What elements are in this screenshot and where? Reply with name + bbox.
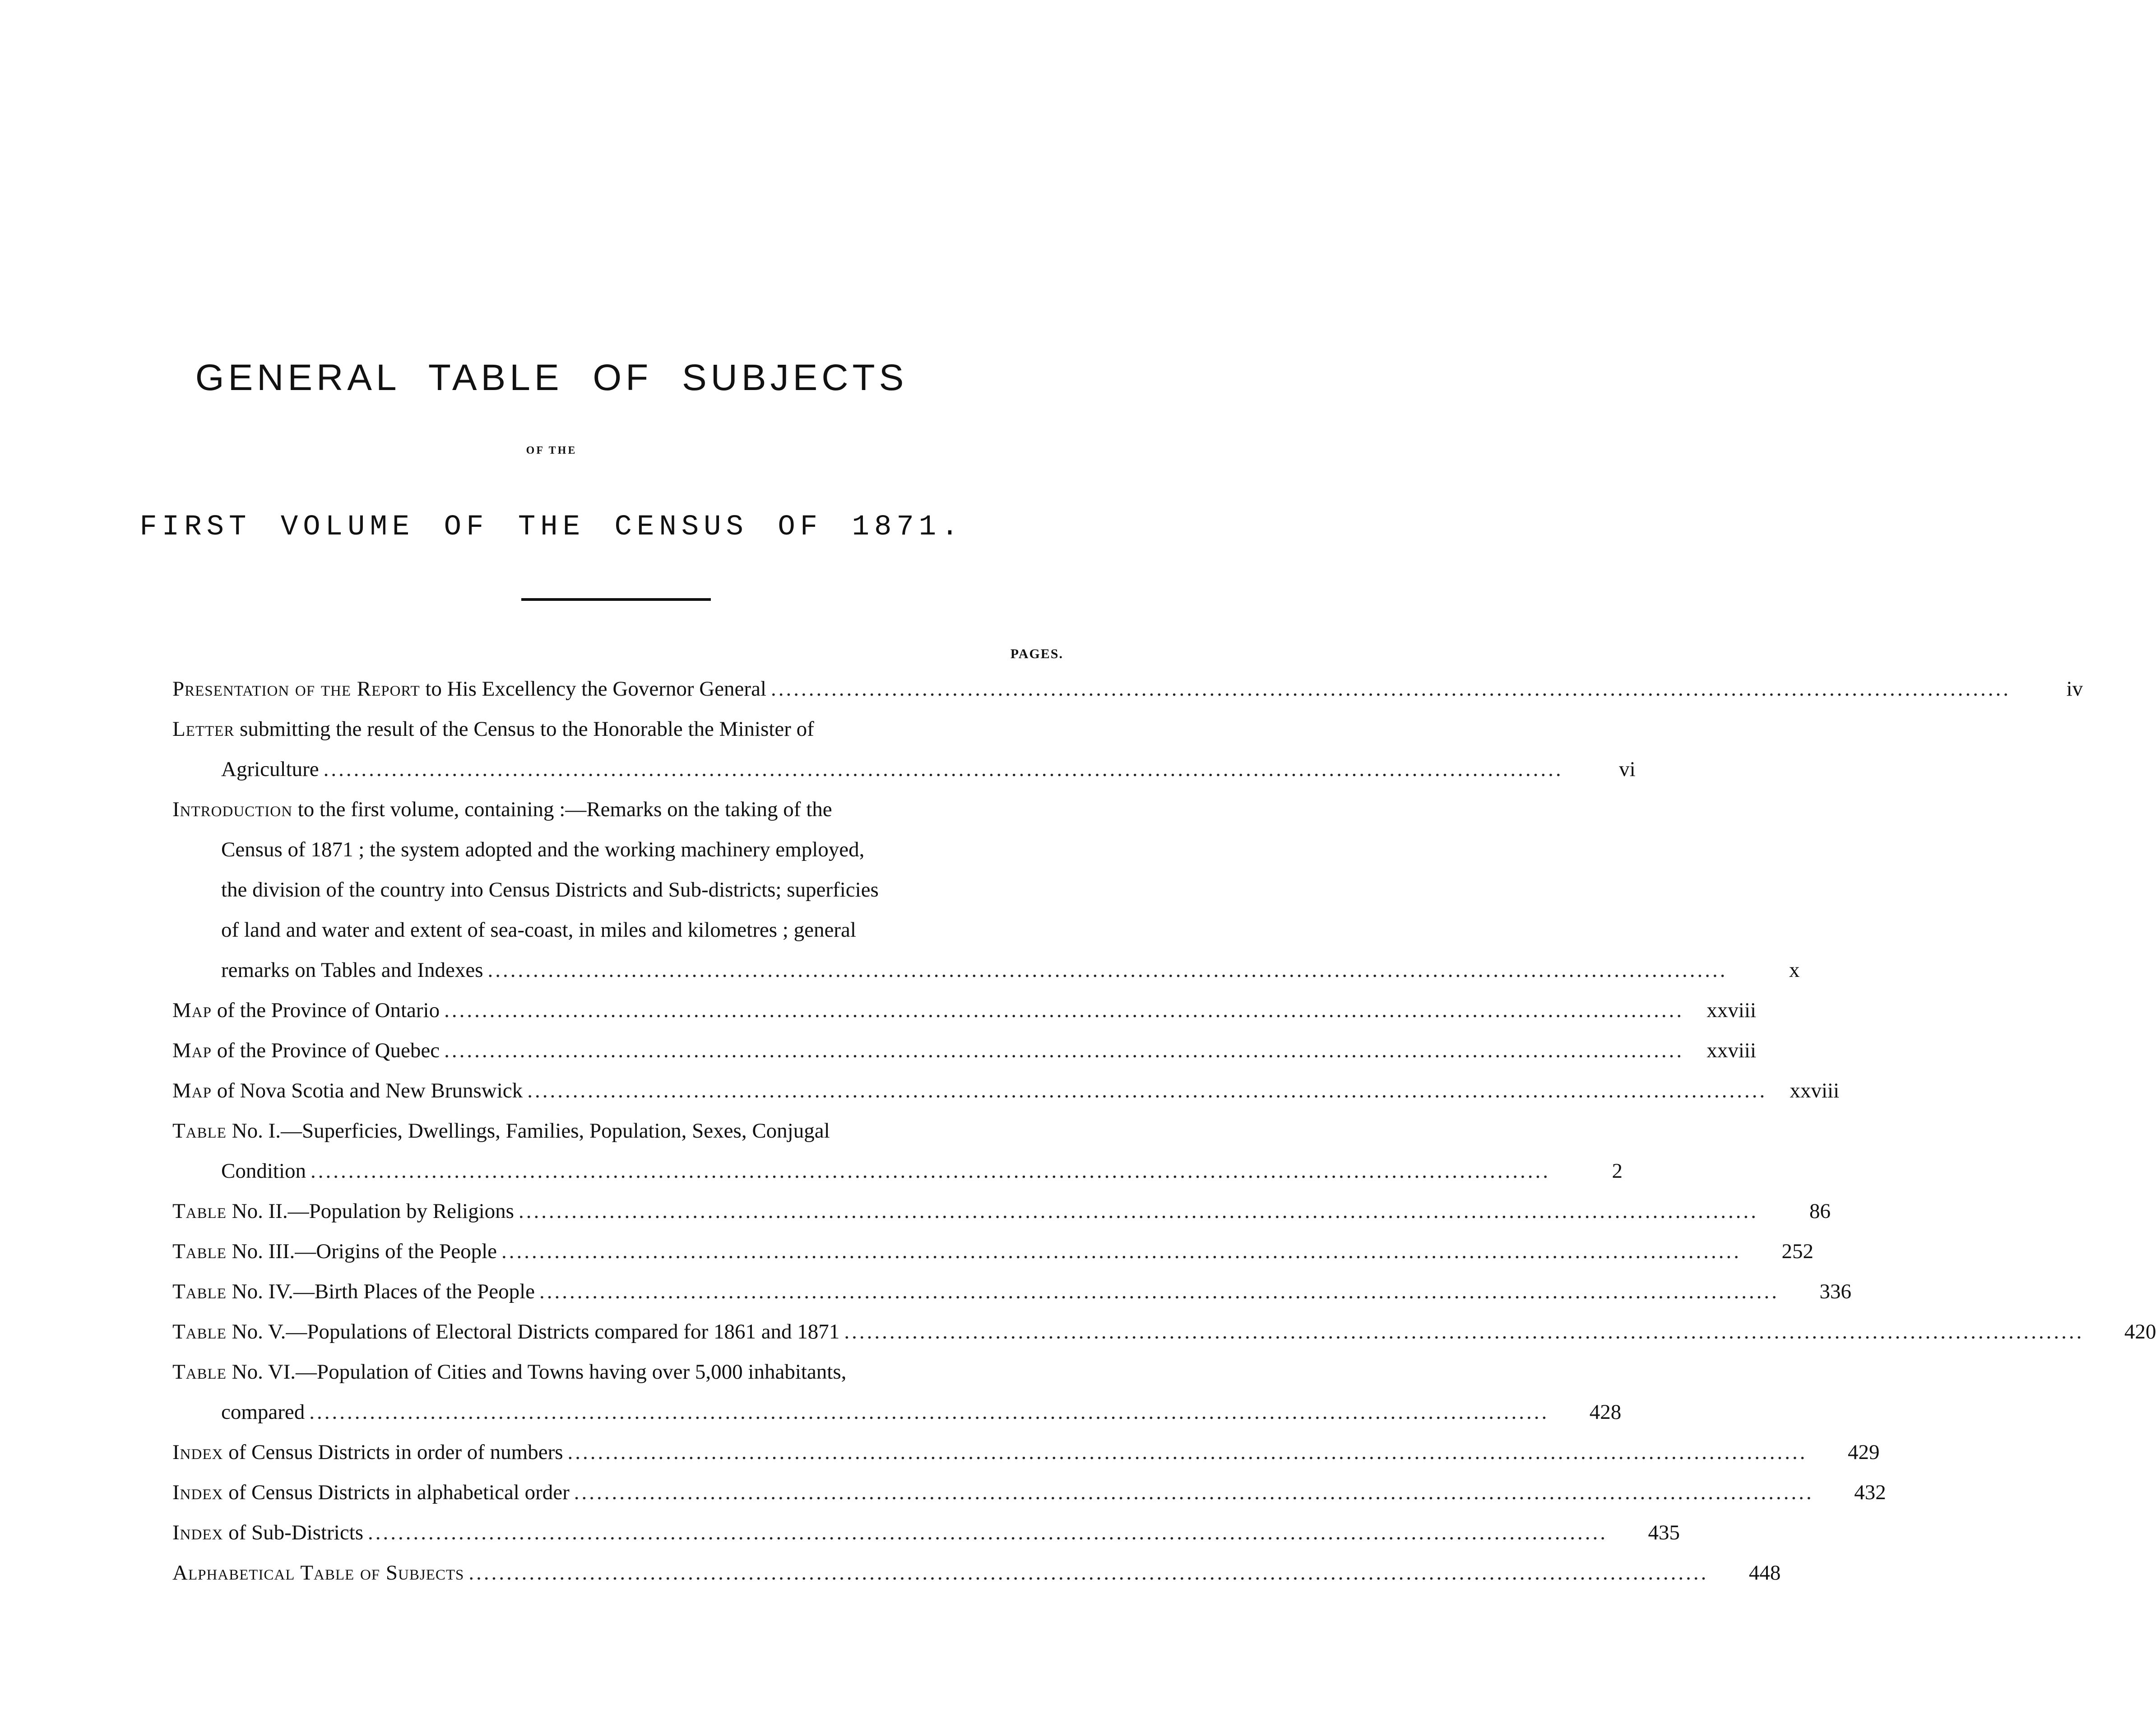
toc-page-number: 336 xyxy=(1819,1280,1852,1303)
toc-entry-line xyxy=(172,790,1063,830)
toc-entry-description: No. VI.—Population of Cities and Towns having over 5,000 inhabitants, xyxy=(226,1360,847,1384)
toc-page-number: 432 xyxy=(1854,1481,1886,1504)
toc-entry-text xyxy=(172,1432,563,1473)
toc-entry-text: of land and water and extent of sea-coast, in miles and kilometres ; general xyxy=(221,918,856,942)
toc-entry-description: of Census Districts in alphabetical order xyxy=(223,1481,570,1504)
table-of-contents xyxy=(172,669,2156,1593)
toc-page-number: 2 xyxy=(1612,1159,1623,1183)
dot-leader: .................................................................................................................................................................... xyxy=(487,958,1728,982)
toc-entry xyxy=(172,790,1800,990)
toc-entry-lead: Alphabetical Table of Subjects xyxy=(172,1561,464,1585)
toc-entry xyxy=(172,1473,1886,1513)
dot-leader: .................................................................................................................................................................... xyxy=(368,1521,1608,1544)
toc-entry-line xyxy=(172,1031,1757,1071)
toc-entry-text: Census of 1871 ; the system adopted and the working machinery employed, xyxy=(221,838,865,861)
toc-entry-description: No. I.—Superficies, Dwellings, Families, Population, Sexes, Conjugal xyxy=(226,1119,830,1143)
toc-entry-text xyxy=(172,1191,514,1231)
dot-leader: .................................................................................................................................................................... xyxy=(323,757,1563,781)
toc-entry-lead: Table xyxy=(172,1240,227,1263)
toc-entry-continuation xyxy=(172,870,1063,910)
toc-entry-description: No. II.—Population by Religions xyxy=(226,1199,514,1223)
toc-entry-continuation xyxy=(172,1151,1623,1191)
toc-entry-text xyxy=(172,1513,363,1553)
toc-entry-description: to the first volume, containing :—Remarks on the taking of the xyxy=(292,798,832,821)
toc-entry-line xyxy=(172,1272,1852,1312)
of-the-label: OF THE xyxy=(526,445,577,456)
dot-leader: .................................................................................................................................................................... xyxy=(518,1199,1758,1223)
toc-entry-text xyxy=(172,1071,523,1111)
dot-leader: .................................................................................................................................................................... xyxy=(444,999,1684,1022)
dot-leader: .................................................................................................................................................................... xyxy=(844,1320,2084,1343)
toc-entry xyxy=(172,1513,1680,1553)
toc-page-number: 448 xyxy=(1748,1561,1781,1585)
dot-leader: .................................................................................................................................................................... xyxy=(309,1400,1549,1424)
toc-entry-line xyxy=(172,1432,1880,1473)
toc-entry-continuation xyxy=(172,749,1636,790)
toc-entry-text xyxy=(172,669,766,709)
toc-entry-text xyxy=(172,1111,830,1151)
toc-entry xyxy=(172,1272,1852,1312)
toc-entry xyxy=(172,1231,1814,1272)
toc-entry-description: No. V.—Populations of Electoral Districts compared for 1861 and 1871 xyxy=(226,1320,840,1343)
pages-column-label: PAGES. xyxy=(1010,646,1063,661)
toc-entry-line xyxy=(172,669,2083,709)
toc-entry-text xyxy=(172,1272,535,1312)
toc-entry-continuation xyxy=(172,910,1063,950)
toc-entry-lead: Map xyxy=(172,999,212,1022)
dot-leader: .................................................................................................................................................................... xyxy=(468,1561,1709,1585)
toc-entry-lead: Map xyxy=(172,1079,212,1102)
toc-entry-text xyxy=(172,709,814,749)
toc-entry xyxy=(172,990,1757,1031)
toc-page-number: 428 xyxy=(1589,1400,1622,1424)
toc-entry-lead: Table xyxy=(172,1320,227,1343)
toc-entry xyxy=(172,1191,1831,1231)
toc-entry-text xyxy=(172,1473,570,1513)
toc-page-number: vi xyxy=(1619,757,1636,781)
dot-leader: .................................................................................................................................................................... xyxy=(574,1481,1814,1504)
toc-entry-text xyxy=(172,790,832,830)
toc-entry xyxy=(172,1553,1781,1593)
toc-entry-description: No. IV.—Birth Places of the People xyxy=(226,1280,535,1303)
toc-entry xyxy=(172,1432,1880,1473)
toc-entry-lead: Map xyxy=(172,1039,212,1062)
toc-entry-text: the division of the country into Census Districts and Sub-districts; superficies xyxy=(221,878,879,901)
toc-entry-description: No. III.—Origins of the People xyxy=(226,1240,497,1263)
toc-entry-text xyxy=(172,990,440,1031)
toc-entry-description: of Nova Scotia and New Brunswick xyxy=(211,1079,523,1102)
toc-entry-line xyxy=(172,1312,2156,1352)
toc-entry-text xyxy=(172,1553,464,1593)
toc-entry-text xyxy=(172,1031,440,1071)
toc-page-number: 420 xyxy=(2124,1320,2156,1343)
toc-entry-text: remarks on Tables and Indexes xyxy=(221,958,483,982)
toc-entry-lead: Table xyxy=(172,1360,227,1384)
toc-page-number: 252 xyxy=(1781,1240,1814,1263)
volume-subtitle: FIRST VOLUME OF THE CENSUS OF 1871. xyxy=(139,511,964,544)
toc-entry-text: Agriculture xyxy=(221,757,319,781)
toc-page-number: 86 xyxy=(1809,1199,1831,1223)
toc-entry-line xyxy=(172,1071,1840,1111)
toc-entry-line xyxy=(172,990,1757,1031)
toc-entry-lead: Letter xyxy=(172,717,235,741)
toc-entry-text xyxy=(172,1352,846,1392)
toc-entry-line xyxy=(172,1111,1063,1151)
toc-entry xyxy=(172,1031,1757,1071)
toc-entry-text xyxy=(172,1231,497,1272)
toc-entry-lead: Table xyxy=(172,1119,227,1143)
toc-entry-continuation xyxy=(172,1392,1622,1432)
toc-entry-lead: Introduction xyxy=(172,798,292,821)
toc-entry xyxy=(172,1071,1840,1111)
toc-entry xyxy=(172,1312,2156,1352)
title-rule xyxy=(521,598,711,601)
toc-entry-text: compared xyxy=(221,1400,305,1424)
toc-entry-line xyxy=(172,709,1063,749)
toc-page-number: x xyxy=(1789,958,1800,982)
toc-page-number: xxviii xyxy=(1706,999,1757,1022)
toc-entry-lead: Table xyxy=(172,1199,227,1223)
dot-leader: .................................................................................................................................................................... xyxy=(539,1280,1780,1303)
toc-entry xyxy=(172,709,1636,790)
toc-entry-line xyxy=(172,1513,1680,1553)
toc-entry xyxy=(172,1111,1623,1191)
page-title: GENERAL TABLE OF SUBJECTS xyxy=(195,357,908,398)
toc-entry-description: of Sub-Districts xyxy=(223,1521,364,1544)
toc-entry-lead: Index xyxy=(172,1481,223,1504)
toc-entry-lead: Index xyxy=(172,1521,223,1544)
dot-leader: .................................................................................................................................................................... xyxy=(444,1039,1684,1062)
toc-entry-lead: Index xyxy=(172,1440,223,1464)
toc-page-number: iv xyxy=(2066,677,2083,701)
toc-page-number: xxviii xyxy=(1706,1039,1757,1062)
toc-entry-line xyxy=(172,1352,1063,1392)
toc-entry-line xyxy=(172,1231,1814,1272)
toc-page-number: xxviii xyxy=(1790,1079,1840,1102)
toc-entry-text: Condition xyxy=(221,1159,306,1183)
toc-entry-description: of Census Districts in order of numbers xyxy=(223,1440,563,1464)
toc-entry-continuation xyxy=(172,950,1800,990)
toc-entry xyxy=(172,669,2083,709)
toc-entry-continuation xyxy=(172,830,1063,870)
toc-entry-text xyxy=(172,1312,839,1352)
toc-entry-description: of the Province of Quebec xyxy=(211,1039,440,1062)
dot-leader: .................................................................................................................................................................... xyxy=(527,1079,1767,1102)
toc-entry xyxy=(172,1352,1622,1432)
toc-page-number: 429 xyxy=(1848,1440,1880,1464)
dot-leader: .................................................................................................................................................................... xyxy=(567,1440,1808,1464)
toc-entry-line xyxy=(172,1553,1781,1593)
dot-leader: .................................................................................................................................................................... xyxy=(501,1240,1742,1263)
toc-page-number: 435 xyxy=(1648,1521,1680,1544)
toc-entry-line xyxy=(172,1191,1831,1231)
toc-entry-description: submitting the result of the Census to the Honorable the Minister of xyxy=(234,717,814,741)
dot-leader: .................................................................................................................................................................... xyxy=(311,1159,1551,1183)
toc-entry-lead: Presentation of the Report xyxy=(172,677,420,701)
toc-entry-description: of the Province of Ontario xyxy=(211,999,440,1022)
dot-leader: .................................................................................................................................................................... xyxy=(771,677,2011,701)
toc-entry-line xyxy=(172,1473,1886,1513)
toc-entry-description: to His Excellency the Governor General xyxy=(420,677,766,701)
toc-entry-lead: Table xyxy=(172,1280,227,1303)
